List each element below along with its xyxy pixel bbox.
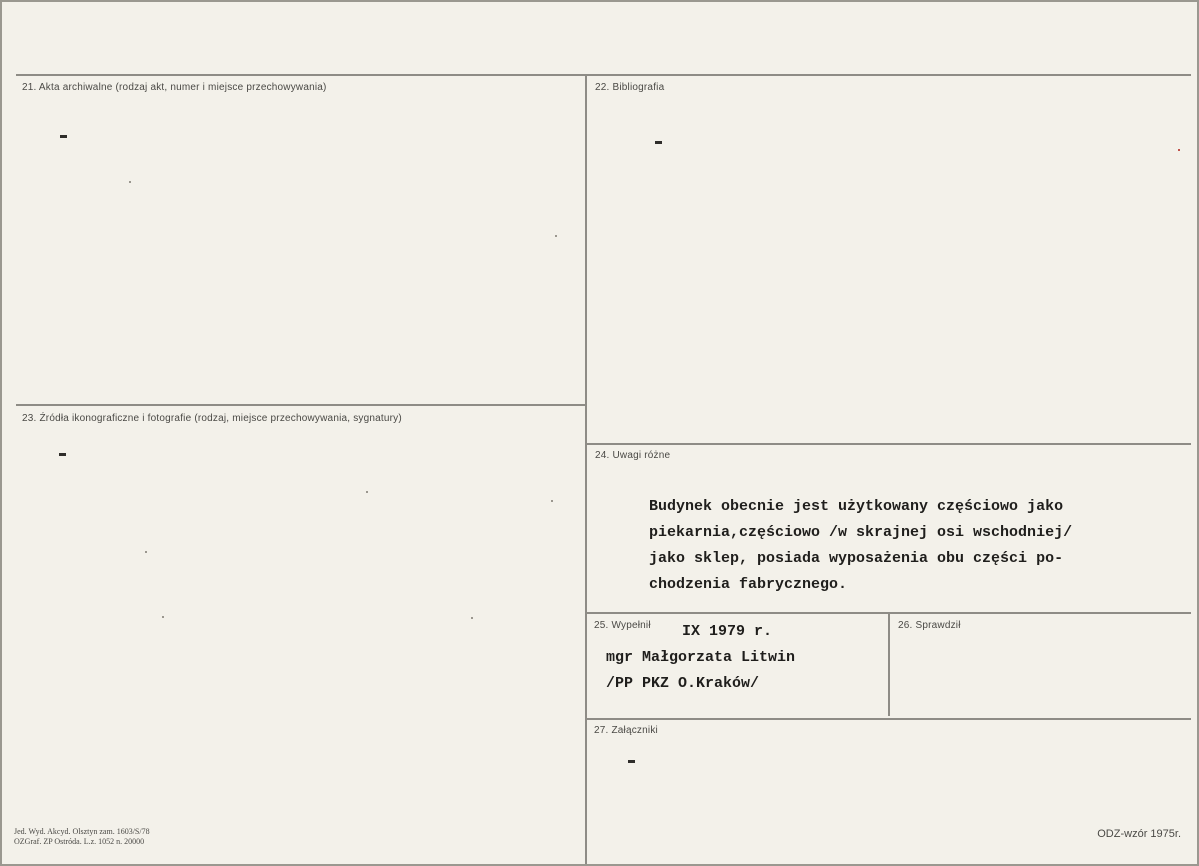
divider-25-26 bbox=[888, 612, 890, 716]
paper-speck bbox=[145, 551, 147, 553]
paper-speck bbox=[366, 491, 368, 493]
printer-imprint-line: OZGraf. ZP Ostróda. L.z. 1052 n. 20000 bbox=[14, 837, 145, 846]
paper-speck bbox=[129, 181, 131, 183]
remarks-line: chodzenia fabrycznego. bbox=[649, 576, 848, 593]
section-21-label: 21. Akta archiwalne (rodzaj akt, numer i miejsce przechowywania) bbox=[22, 82, 327, 93]
paper-speck bbox=[162, 616, 164, 618]
section-25-label: 25. Wypełnił bbox=[594, 620, 651, 631]
filled-date: IX 1979 r. bbox=[682, 623, 773, 640]
paper-speck bbox=[1178, 149, 1180, 151]
printer-imprint-line: Jed. Wyd. Akcyd. Olsztyn zam. 1603/S/78 bbox=[14, 827, 150, 836]
center-divider bbox=[585, 74, 587, 864]
section-27-empty-mark bbox=[628, 760, 635, 763]
section-24-label: 24. Uwagi różne bbox=[595, 450, 671, 461]
paper-speck bbox=[551, 500, 553, 502]
section-26-label: 26. Sprawdził bbox=[898, 620, 961, 631]
section-23-label: 23. Źródła ikonograficzne i fotografie (rodzaj, miejsce przechowywania, sygnatury) bbox=[22, 413, 402, 424]
section-27-label: 27. Załączniki bbox=[594, 725, 658, 736]
form-code: ODZ-wzór 1975r. bbox=[1097, 828, 1181, 840]
remarks-line: Budynek obecnie jest użytkowany częściowo jako bbox=[649, 498, 1064, 515]
printer-imprint bbox=[14, 827, 150, 847]
paper-speck bbox=[555, 235, 557, 237]
divider-25-27 bbox=[585, 718, 1191, 720]
section-23-empty-mark bbox=[59, 453, 66, 456]
filled-by-organization: /PP PKZ O.Kraków/ bbox=[606, 675, 760, 692]
section-22-label: 22. Bibliografia bbox=[595, 82, 665, 93]
filled-by-name: mgr Małgorzata Litwin bbox=[606, 649, 796, 666]
divider-22-24 bbox=[585, 443, 1191, 445]
paper-speck bbox=[471, 617, 473, 619]
section-22-empty-mark bbox=[655, 141, 662, 144]
top-rule bbox=[16, 74, 1191, 76]
section-24-remarks bbox=[649, 494, 1072, 598]
remarks-line: piekarnia,częściowo /w skrajnej osi wschodniej/ bbox=[649, 524, 1073, 541]
divider-21-23 bbox=[16, 404, 585, 406]
remarks-line: jako sklep, posiada wyposażenia obu części po- bbox=[649, 550, 1064, 567]
section-21-empty-mark bbox=[60, 135, 67, 138]
